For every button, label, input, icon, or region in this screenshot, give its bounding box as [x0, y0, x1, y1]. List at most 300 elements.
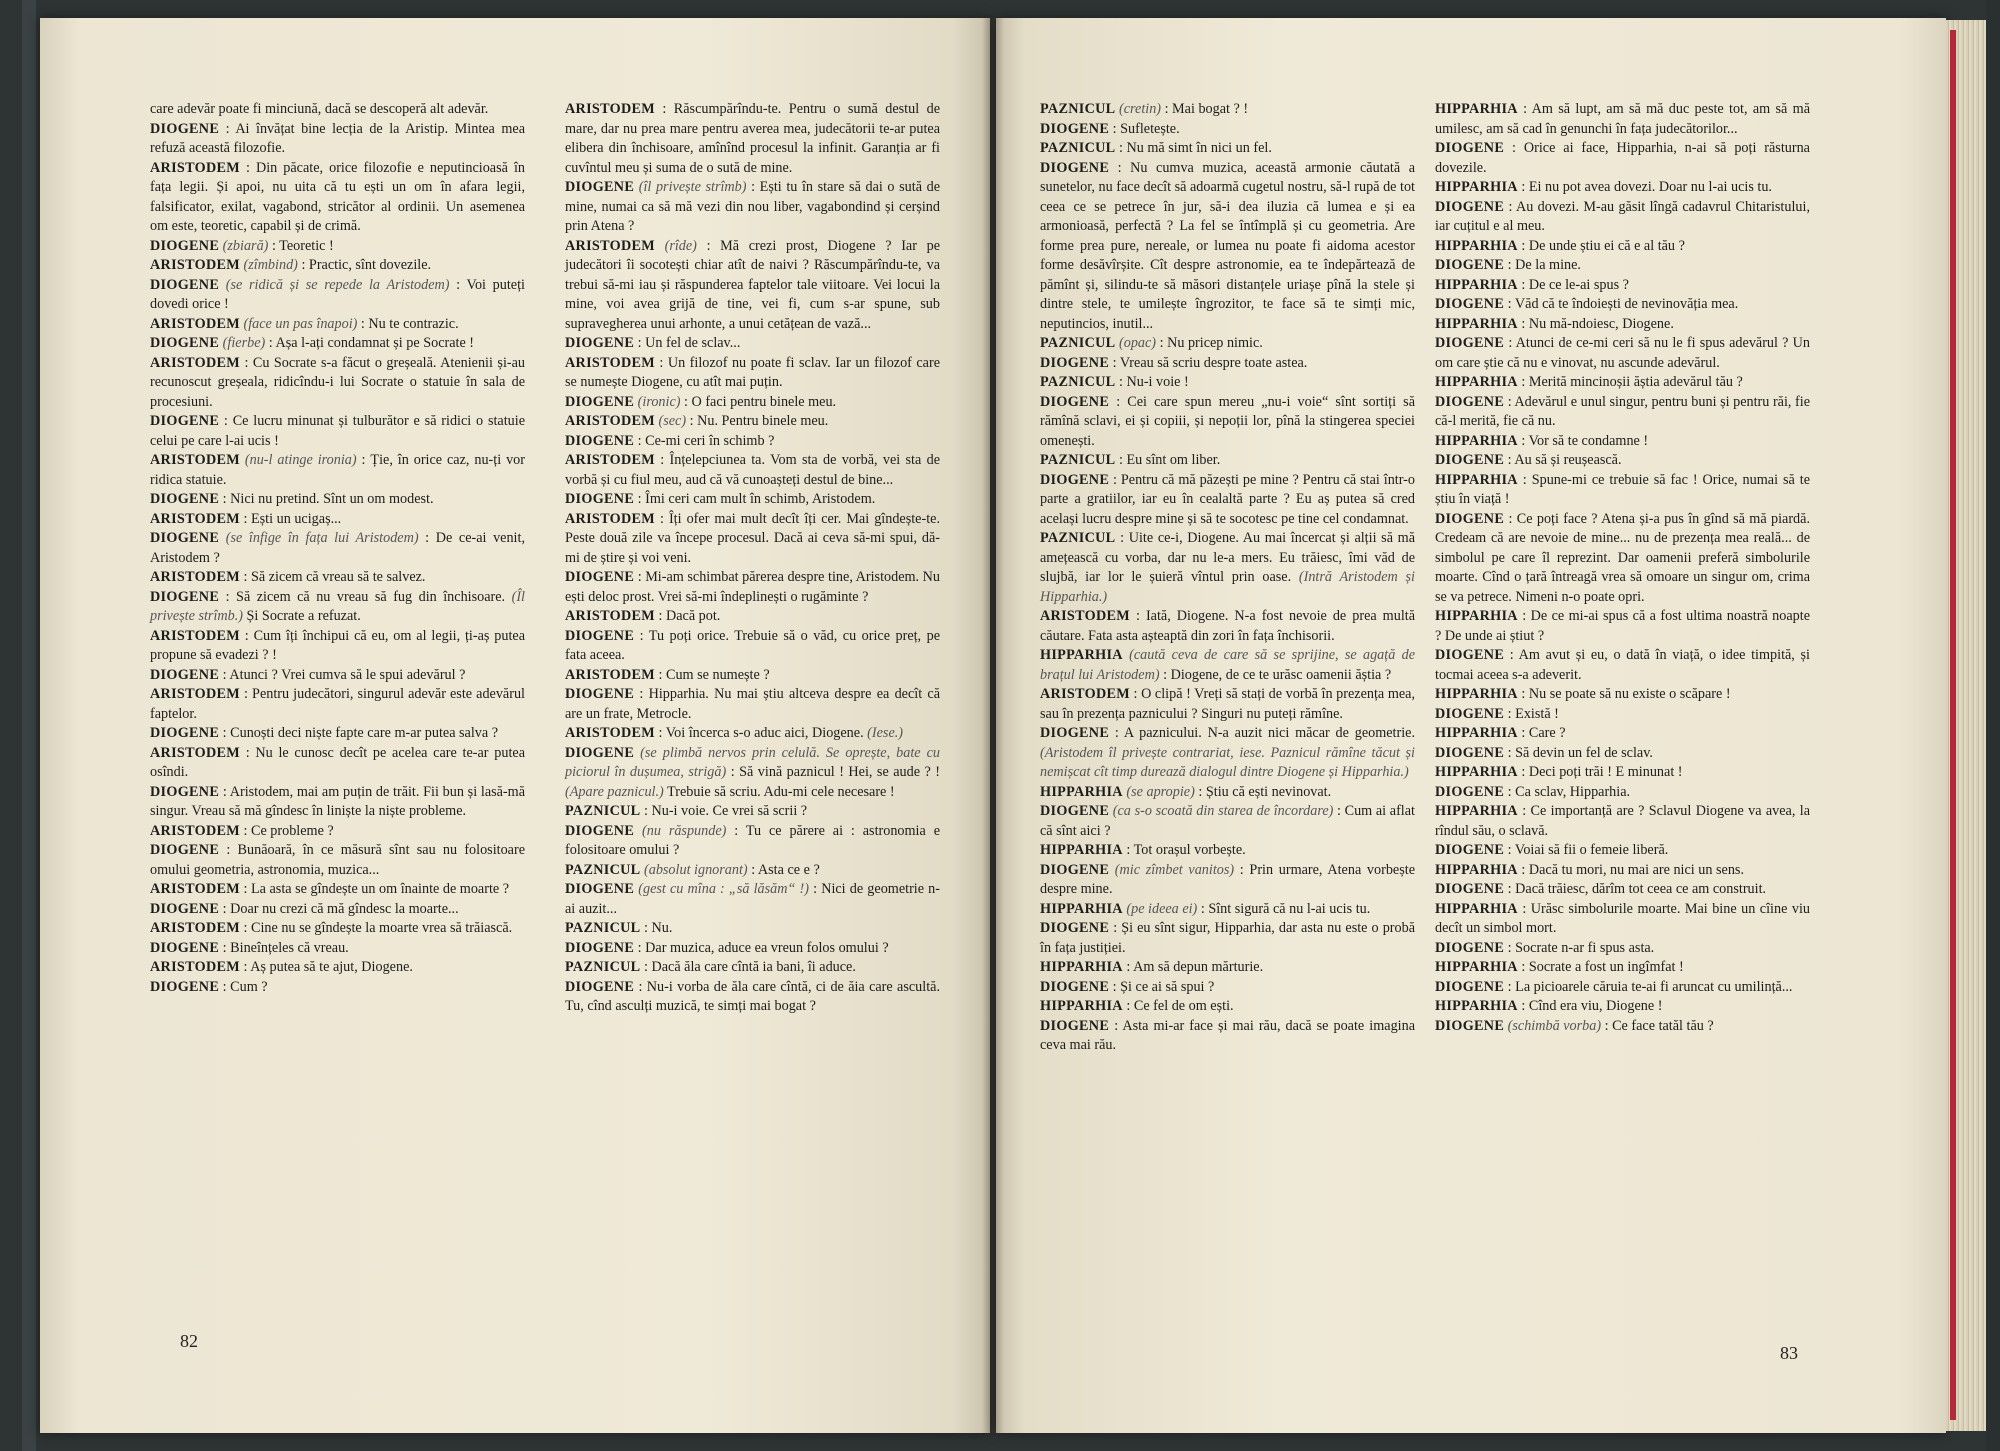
speaker-name: ARISTODEM: [150, 510, 240, 527]
dialogue-line: [1435, 276, 1810, 296]
dialogue-line: [1040, 724, 1415, 783]
dialogue-line: [1435, 256, 1810, 276]
dialogue-text: : Nu te contrazic.: [357, 315, 459, 332]
speaker-name: HIPPARHIA: [1435, 315, 1518, 332]
dialogue-text: : Nici nu pretind. Sînt un om modest.: [219, 491, 434, 507]
speaker-name: PAZNICUL: [1040, 335, 1116, 351]
dialogue-text: : Bineînțeles că vreau.: [219, 939, 349, 956]
speaker-name: HIPPARHIA: [1435, 900, 1518, 917]
speaker-name: DIOGENE: [565, 627, 635, 644]
dialogue-line: [150, 568, 525, 588]
dialogue-line: [150, 958, 525, 978]
stage-direction: (rîde): [654, 237, 697, 254]
dialogue-line: [1040, 529, 1415, 607]
dialogue-line: [565, 237, 940, 335]
dialogue-line: [1040, 334, 1415, 354]
dialogue-text: : Nici de geometrie n-ai auzit...: [565, 881, 940, 917]
dialogue-text: : Și ce ai să spui ?: [1109, 978, 1215, 995]
dialogue-text: : Bunăoară, în ce măsură sînt sau nu folositoare omului geometria, astronomia, muzica...: [150, 842, 525, 878]
dialogue-text: : Hipparhia. Nu mai știu altceva despre ea decît că are un frate, Metrocle.: [565, 686, 940, 722]
dialogue-line: [1040, 646, 1415, 685]
speaker-name: DIOGENE: [1040, 393, 1110, 410]
page-number-left: 82: [180, 1331, 198, 1351]
dialogue-line: [150, 276, 525, 315]
dialogue-line: [150, 334, 525, 354]
dialogue-line: [1435, 237, 1810, 257]
dialogue-line: [1435, 880, 1810, 900]
speaker-name: ARISTODEM: [1040, 608, 1130, 624]
dialogue-text: : Eu sînt om liber.: [1115, 452, 1221, 468]
dialogue-line: [150, 880, 525, 900]
speaker-name: DIOGENE: [150, 413, 220, 429]
speaker-name: HIPPARHIA: [1435, 179, 1518, 195]
dialogue-text: : Ești tu în stare să dai o sută de mine, numai ca să mă vezi din nou liber, vagabondind și cerșind prin Atena ?: [565, 179, 940, 234]
book-cover-edge: [1986, 0, 2000, 1451]
stage-direction: (cretin): [1115, 101, 1162, 117]
dialogue-text: care adevăr poate fi minciună, dacă se descoperă alt adevăr.: [150, 101, 489, 117]
speaker-name: DIOGENE: [150, 978, 220, 995]
dialogue-text: : Teoretic !: [268, 237, 334, 254]
speaker-name: DIOGENE: [1040, 725, 1110, 741]
dialogue-text: : Cum ai aflat că sînt aici ?: [1040, 803, 1415, 839]
dialogue-text: : Îmi ceri cam mult în schimb, Aristodem.: [634, 491, 876, 507]
speaker-name: ARISTODEM: [150, 881, 240, 897]
stage-direction: (îl privește strîmb): [634, 179, 747, 195]
dialogue-line: [1040, 997, 1415, 1017]
dialogue-line: [565, 880, 940, 919]
dialogue-text: : La picioarele căruia te-ai fi aruncat cu umilință...: [1504, 978, 1793, 995]
dialogue-text: : Ești un ucigaș...: [239, 510, 342, 527]
speaker-name: DIOGENE: [1435, 296, 1505, 312]
dialogue-line: [1040, 354, 1415, 374]
dialogue-text: : Socrate n-ar fi spus asta.: [1504, 939, 1655, 956]
dialogue-line: [565, 802, 940, 822]
dialogue-line: [150, 685, 525, 724]
speaker-name: PAZNICUL: [1040, 530, 1116, 546]
speaker-name: ARISTODEM: [1040, 686, 1130, 702]
speaker-name: DIOGENE: [1040, 803, 1110, 819]
dialogue-line: [1435, 997, 1810, 1017]
dialogue-line: [1435, 451, 1810, 471]
dialogue-text: : Din păcate, orice filozofie e neputincioasă în fața legii. Și apoi, nu uita că tu ești un om în afara legii, falsificator, exilat, vagabond, stricător al ordinii. Un asemenea om este, teoretic, capabil și de crimă.: [150, 159, 525, 234]
speaker-name: ARISTODEM: [150, 354, 240, 371]
dialogue-text: : Spune-mi ce trebuie să fac ! Orice, numai să te știu în viață !: [1435, 471, 1810, 507]
speaker-name: DIOGENE: [1435, 140, 1505, 156]
speaker-name: DIOGENE: [1435, 647, 1505, 663]
speaker-name: ARISTODEM: [565, 452, 655, 468]
speaker-name: DIOGENE: [1435, 939, 1505, 956]
speaker-name: DIOGENE: [1040, 861, 1110, 878]
dialogue-text: : Adevărul e unul singur, pentru buni și pentru răi, fie că-l merită, fie că nu.: [1435, 393, 1810, 429]
dialogue-line: [150, 588, 525, 627]
speaker-name: DIOGENE: [150, 120, 220, 137]
speaker-name: DIOGENE: [565, 686, 635, 702]
dialogue-line: [150, 490, 525, 510]
dialogue-text: : O clipă ! Vreți să stați de vorbă în prezența mea, sau în prezența paznicului ? Singuri nu puteți rămîne.: [1040, 686, 1415, 722]
dialogue-text: : Dacă trăiesc, dărîm tot ceea ce am construit.: [1504, 881, 1767, 897]
dialogue-line: [150, 939, 525, 959]
speaker-name: DIOGENE: [1435, 393, 1505, 410]
speaker-name: DIOGENE: [1040, 1017, 1110, 1034]
dialogue-text: : Ce-mi ceri în schimb ?: [634, 432, 775, 449]
dialogue-line: [565, 334, 940, 354]
dialogue-line: [1040, 100, 1415, 120]
speaker-name: PAZNICUL: [565, 959, 641, 975]
speaker-name: DIOGENE: [150, 237, 220, 254]
dialogue-line: [1435, 939, 1810, 959]
dialogue-line: [565, 432, 940, 452]
dialogue-text: : O faci pentru binele meu.: [680, 393, 837, 410]
speaker-name: ARISTODEM: [150, 159, 240, 176]
dialogue-line: [1040, 393, 1415, 452]
speaker-name: ARISTODEM: [150, 959, 240, 975]
dialogue-text: : Cu Socrate s-a făcut o greșeală. Atenienii și-au recunoscut greșeala, ridicîndu-i lui Socrate o statuie în sala de procesiuni.: [150, 354, 525, 410]
dialogue-text: : Aș putea să te ajut, Diogene.: [239, 959, 413, 975]
speaker-name: DIOGENE: [150, 900, 220, 917]
dialogue-text: : Înțelepciunea ta. Vom sta de vorbă, vei sta de vorbă și cu fiul meu, aud că vă cunoașteți destul de bine...: [565, 452, 940, 488]
dialogue-line: [565, 861, 940, 881]
speaker-name: ARISTODEM: [565, 101, 655, 117]
dialogue-line: [1435, 958, 1810, 978]
dialogue-text: : La asta se gîndește un om înainte de moarte ?: [239, 881, 510, 897]
dialogue-line: [1435, 334, 1810, 373]
dialogue-line: [1435, 471, 1810, 510]
dialogue-line: [565, 354, 940, 393]
dialogue-text: : Mi-am schimbat părerea despre tine, Aristodem. Nu ești deloc prost. Vrei să-mi îndeplinești o rugăminte ?: [565, 569, 940, 605]
stage-direction: (Apare paznicul.): [565, 783, 664, 800]
dialogue-line: [1435, 139, 1810, 178]
speaker-name: DIOGENE: [1435, 257, 1505, 273]
dialogue-text: : De ce mi-ai spus că a fost ultima noastră noapte ? De unde ai știut ?: [1435, 608, 1810, 644]
dialogue-line: [565, 724, 940, 744]
speaker-name: PAZNICUL: [1040, 374, 1116, 390]
speaker-name: HIPPARHIA: [1040, 900, 1123, 917]
speaker-name: DIOGENE: [150, 588, 220, 605]
dialogue-line: [1040, 120, 1415, 140]
speaker-name: DIOGENE: [1040, 471, 1110, 488]
speaker-name: ARISTODEM: [565, 510, 655, 527]
dialogue-text: : Nu-i voie !: [1115, 374, 1189, 390]
dialogue-line: [1435, 198, 1810, 237]
dialogue-text: : Vreau să scriu despre toate astea.: [1109, 354, 1308, 371]
dialogue-line: [1435, 685, 1810, 705]
speaker-name: HIPPARHIA: [1435, 959, 1518, 975]
dialogue-text: : Nu cumva muzica, această armonie căutată a sunetelor, nu face decît să adoarmă cugetul nostru, să-l rupă de tot ceea ce se petrece în jur, să-i dea iluzia că lumea e și ea armonioasă, perfectă ? La fel se întîmplă și cu geometria. Are forme prea pure, nereale, or lumea nu poate fi aidoma acestor forme desăvîrșite. Cît despre astronomie, ea te îndepărtează de pămînt și, silindu-te să măsori distanțele uriașe pînă la stele și dintre stele, te umilește îngrozitor, te face să te simți mic, neputincios, inutil...: [1040, 159, 1415, 332]
dialogue-line: [1435, 432, 1810, 452]
speaker-name: DIOGENE: [565, 393, 635, 410]
speaker-name: DIOGENE: [565, 335, 635, 351]
dialogue-line: [150, 978, 525, 998]
stage-direction: (nu răspunde): [634, 822, 727, 839]
dialogue-text: : Atunci ? Vrei cumva să le spui adevărul ?: [219, 666, 466, 683]
speaker-name: HIPPARHIA: [1435, 432, 1518, 449]
speaker-name: ARISTODEM: [565, 608, 655, 624]
speaker-name: HIPPARHIA: [1435, 608, 1518, 624]
speaker-name: DIOGENE: [1040, 978, 1110, 995]
dialogue-text: : Nu mă-ndoiesc, Diogene.: [1517, 315, 1674, 332]
dialogue-line: [150, 237, 525, 257]
speaker-name: HIPPARHIA: [1040, 647, 1123, 663]
dialogue-line: [565, 978, 940, 1017]
speaker-name: ARISTODEM: [565, 725, 655, 741]
dialogue-text: : Am să lupt, am să mă duc peste tot, am să mă umilesc, am să cad în genunchi în fața judecătorilor...: [1435, 101, 1810, 137]
speaker-name: DIOGENE: [150, 939, 220, 956]
dialogue-text: : Cine nu se gîndește la moarte vrea să trăiască.: [239, 920, 513, 936]
dialogue-line: [150, 451, 525, 490]
bookmark-ribbon: [1950, 30, 1956, 1420]
dialogue-text: : Există !: [1504, 705, 1559, 722]
speaker-name: DIOGENE: [565, 939, 635, 956]
dialogue-text: : Am să depun mărturie.: [1122, 959, 1264, 975]
speaker-name: DIOGENE: [565, 978, 635, 995]
dialogue-line: [1040, 373, 1415, 393]
speaker-name: DIOGENE: [150, 335, 220, 351]
dialogue-line: [150, 354, 525, 413]
dialogue-text: : Dacă pot.: [654, 608, 721, 624]
dialogue-text: : Nu. Pentru binele meu.: [686, 413, 829, 429]
dialogue-text: : Pentru că mă păzești pe mine ? Pentru că stai într-o parte a gratiilor, iar eu în cealaltă parte ? Eu aș putea să cred același lucru despre mine și să te socotesc pe tine cel condamnat.: [1040, 471, 1415, 527]
dialogue-text: : Răscumpărîndu-te. Pentru o sumă destul de mare, dar nu prea mare pentru averea mea, judecătorii te-ar putea elibera din închisoare, amînînd procesul la infinit. Garanția ar fi cuvîntul meu și suma de o sută de mine.: [565, 101, 940, 176]
stage-direction: (Aristodem îl privește contrariat, iese. Paznicul rămîne tăcut și nemișcat cît timp durează dialogul dintre Diogene și Hipparhia.): [1040, 744, 1415, 780]
speaker-name: PAZNICUL: [565, 803, 641, 819]
dialogue-line: [565, 412, 940, 432]
speaker-name: ARISTODEM: [150, 452, 240, 468]
speaker-name: ARISTODEM: [150, 315, 240, 332]
stage-direction: (Iese.): [867, 725, 904, 741]
dialogue-line: [1435, 724, 1810, 744]
dialogue-text: : Au să și reușească.: [1504, 452, 1622, 468]
stage-direction: (zbiară): [219, 237, 269, 254]
dialogue-text: : Văd că te îndoiești de nevinovăția mea.: [1504, 296, 1739, 312]
dialogue-text: : Voi încerca s-o aduc aici, Diogene.: [654, 725, 868, 741]
stage-direction: (ca s-o scoată din starea de încordare): [1109, 803, 1334, 819]
dialogue-text: : A paznicului. N-a auzit nici măcar de geometrie.: [1109, 725, 1415, 741]
dialogue-line: [150, 510, 525, 530]
dialogue-line: [565, 393, 940, 413]
stage-direction: (sec): [654, 413, 687, 429]
dialogue-text: : Cei care spun mereu „nu-i voie“ sînt sortiți să rămînă sclavi, ei și copiii, și nepoții lor, pînă la stingerea speciei omenești.: [1040, 393, 1415, 449]
dialogue-line: [1040, 841, 1415, 861]
speaker-name: DIOGENE: [150, 530, 220, 546]
dialogue-line: [1435, 178, 1810, 198]
dialogue-text: : Iată, Diogene. N-a fost nevoie de prea multă căutare. Fata asta așteaptă din zori în fața închisorii.: [1040, 608, 1415, 644]
dialogue-text: : Tot orașul vorbește.: [1122, 842, 1246, 858]
speaker-name: DIOGENE: [565, 744, 635, 761]
dialogue-text: : Ce poți face ? Atena și-a pus în gînd să mă piardă. Credeam că are nevoie de mine... nu de prezența mea reală... de simbolul pe care îl reprezint. Dar oamenii preferă simbolurile moarte. Cînd o țară întreagă vrea să omoare un singur om, crima se va petrece. Nimeni n-o poate opri.: [1435, 510, 1810, 605]
dialogue-line: [565, 568, 940, 607]
dialogue-text: : Prin urmare, Atena vorbește despre mine.: [1040, 861, 1415, 897]
dialogue-text: : Tu poți orice. Trebuie să o văd, cu orice preț, pe fata aceea.: [565, 627, 940, 663]
dialogue-line: [1040, 685, 1415, 724]
stage-direction: (pe ideea ei): [1122, 900, 1198, 917]
dialogue-line: [1435, 841, 1810, 861]
speaker-name: HIPPARHIA: [1040, 783, 1123, 800]
dialogue-text: : Practic, sînt dovezile.: [297, 257, 432, 273]
dialogue-text: : Cunoști deci niște fapte care m-ar putea salva ?: [219, 725, 499, 741]
speaker-name: HIPPARHIA: [1435, 471, 1518, 488]
dialogue-line: [1040, 607, 1415, 646]
dialogue-line: [1435, 802, 1810, 841]
dialogue-line: [565, 451, 940, 490]
dialogue-line: [1040, 451, 1415, 471]
dialogue-line: [150, 159, 525, 237]
stage-direction: (caută ceva de care să se sprijine, se agață de brațul lui Aristodem): [1040, 647, 1415, 683]
dialogue-line: [1435, 978, 1810, 998]
dialogue-line: [150, 666, 525, 686]
dialogue-line: [1040, 802, 1415, 841]
speaker-name: DIOGENE: [150, 725, 220, 741]
stage-direction: (gest cu mîna : „să lăsăm“ !): [634, 881, 809, 897]
dialogue-text: : Un fel de sclav...: [634, 335, 741, 351]
speaker-name: DIOGENE: [1040, 920, 1110, 936]
dialogue-text: : Cum ?: [219, 978, 268, 995]
stage-direction: (face un pas înapoi): [239, 315, 358, 332]
dialogue-line: [150, 529, 525, 568]
dialogue-text: : Orice ai face, Hipparhia, n-ai să poți răsturna dovezile.: [1435, 140, 1810, 176]
dialogue-line: [1435, 900, 1810, 939]
speaker-name: ARISTODEM: [150, 822, 240, 839]
dialogue-line: [150, 744, 525, 783]
dialogue-line: [1040, 1017, 1415, 1056]
dialogue-text: : Cum îți închipui că eu, om al legii, ți-aș putea propune să evadezi ? !: [150, 627, 525, 663]
dialogue-text: : Mai bogat ? !: [1161, 101, 1249, 117]
dialogue-line: [1040, 783, 1415, 803]
dialogue-text: : Aristodem, mai am puțin de trăit. Fii bun și lasă-mă singur. Vreau să mă gîndesc în liniște la niște probleme.: [150, 783, 525, 819]
speaker-name: DIOGENE: [1040, 159, 1110, 176]
stage-direction: (mic zîmbet vanitos): [1109, 861, 1235, 878]
text-column-2: [565, 100, 940, 1017]
dialogue-text: : De unde știu ei că e al tău ?: [1517, 237, 1685, 254]
stage-direction: (schimbă vorba): [1504, 1017, 1602, 1034]
dialogue-line: [565, 939, 940, 959]
dialogue-line: [565, 607, 940, 627]
speaker-name: PAZNICUL: [1040, 101, 1116, 117]
text-column-4: [1435, 100, 1810, 1036]
dialogue-text: : Sufletește.: [1109, 120, 1180, 137]
dialogue-line: [150, 412, 525, 451]
speaker-name: PAZNICUL: [565, 920, 641, 936]
dialogue-text: : Diogene, de ce te urăsc oamenii ăștia ?: [1159, 666, 1392, 683]
dialogue-text: : Cînd era viu, Diogene !: [1517, 998, 1663, 1014]
dialogue-text: : Ce probleme ?: [239, 822, 334, 839]
stage-direction: (zîmbind): [239, 257, 298, 273]
dialogue-line: [1435, 510, 1810, 608]
speaker-name: HIPPARHIA: [1435, 764, 1518, 780]
dialogue-line: [1435, 783, 1810, 803]
dialogue-line: [565, 627, 940, 666]
dialogue-text: : Deci poți trăi ! E minunat !: [1517, 764, 1683, 780]
dialogue-text: : Să zicem că vreau să te salvez.: [239, 569, 426, 585]
dialogue-text: : Să vină paznicul ! Hei, se aude ? !: [726, 764, 940, 780]
speaker-name: DIOGENE: [1435, 881, 1505, 897]
dialogue-text: Și Socrate a refuzat.: [243, 608, 361, 624]
dialogue-line: [1435, 100, 1810, 139]
stage-direction: (nu-l atinge ironia): [239, 452, 357, 468]
dialogue-text: : Ce importanță are ? Sclavul Diogene va avea, la rîndul său, o sclavă.: [1435, 803, 1810, 839]
dialogue-line: [150, 822, 525, 842]
speaker-name: ARISTODEM: [150, 627, 240, 644]
dialogue-line: [1040, 159, 1415, 335]
speaker-name: HIPPARHIA: [1435, 374, 1518, 390]
speaker-name: PAZNICUL: [565, 861, 641, 878]
dialogue-line: [150, 919, 525, 939]
dialogue-line: [150, 627, 525, 666]
stage-direction: (se înfige în fața lui Aristodem): [219, 530, 419, 546]
dialogue-line: [1435, 763, 1810, 783]
dialogue-text: : Tu ce părere ai : astronomia e folositoare omului ?: [565, 822, 940, 858]
speaker-name: HIPPARHIA: [1435, 686, 1518, 702]
speaker-name: DIOGENE: [565, 179, 635, 195]
speaker-name: DIOGENE: [150, 491, 220, 507]
speaker-name: DIOGENE: [1435, 1017, 1505, 1034]
stage-direction: (se plimbă nervos prin celulă. Se oprește, bate cu piciorul în dușumea, strigă): [565, 744, 940, 780]
speaker-name: HIPPARHIA: [1435, 237, 1518, 254]
dialogue-text: : Nu se poate să nu existe o scăpare !: [1517, 686, 1731, 702]
speaker-name: DIOGENE: [1435, 783, 1505, 800]
dialogue-text: : Ei nu pot avea dovezi. Doar nu l-ai ucis tu.: [1517, 179, 1772, 195]
dialogue-text: : Ca sclav, Hipparhia.: [1504, 783, 1631, 800]
dialogue-line: [565, 666, 940, 686]
dialogue-line: [1435, 705, 1810, 725]
dialogue-line: [565, 919, 940, 939]
dialogue-line: [565, 822, 940, 861]
speaker-name: DIOGENE: [565, 569, 635, 585]
speaker-name: HIPPARHIA: [1040, 842, 1123, 858]
speaker-name: PAZNICUL: [1040, 140, 1116, 156]
page-number-right: 83: [1780, 1343, 1798, 1363]
dialogue-line: [565, 958, 940, 978]
dialogue-text: : Voiai să fii o femeie liberă.: [1504, 842, 1669, 858]
dialogue-text: : Urăsc simbolurile moarte. Mai bine un cîine viu decît un simbol mort.: [1435, 900, 1810, 936]
speaker-name: HIPPARHIA: [1435, 803, 1518, 819]
dialogue-text: : Asta ce e ?: [747, 861, 820, 878]
speaker-name: DIOGENE: [1435, 842, 1505, 858]
dialogue-text: : Ție, în orice caz, nu-ți vor ridica statuie.: [150, 452, 525, 488]
dialogue-text: : Au dovezi. M-au găsit lîngă cadavrul Chitaristului, iar cuțitul e al meu.: [1435, 198, 1810, 234]
dialogue-line: [1435, 295, 1810, 315]
speaker-name: DIOGENE: [1040, 354, 1110, 371]
dialogue-line: [150, 256, 525, 276]
speaker-name: DIOGENE: [565, 881, 635, 897]
dialogue-line: [565, 178, 940, 237]
speaker-name: HIPPARHIA: [1435, 101, 1518, 117]
dialogue-text: : Nu mă simt în nici un fel.: [1115, 140, 1272, 156]
dialogue-text: : Atunci de ce-mi ceri să nu le fi spus adevărul ? Un om care știe că nu e vinovat, nu ascunde adevărul.: [1435, 335, 1810, 371]
stage-direction: (fierbe): [219, 335, 266, 351]
speaker-name: ARISTODEM: [150, 686, 240, 702]
dialogue-line: [1435, 607, 1810, 646]
dialogue-text: Trebuie să scriu. Adu-mi cele necesare !: [663, 783, 895, 800]
dialogue-text: : Îți ofer mai mult decît îți cer. Mai gîndește-te. Peste două zile va începe procesul. Dacă ai ceva să-mi spui, dă-mi de știre și voi veni.: [565, 510, 940, 566]
dialogue-line: [150, 841, 525, 880]
dialogue-line: [565, 744, 940, 803]
dialogue-text: : Nu pricep nimic.: [1156, 335, 1263, 351]
speaker-name: DIOGENE: [1435, 198, 1505, 215]
dialogue-text: : Nu-i vorba de ăla care cîntă, ci de ăia care ascultă. Tu, cînd asculți muzică, te simți mai bogat ?: [565, 978, 940, 1014]
speaker-name: DIOGENE: [565, 432, 635, 449]
dialogue-line: [1040, 958, 1415, 978]
speaker-name: ARISTODEM: [150, 569, 240, 585]
stage-direction: (ironic): [634, 393, 681, 410]
dialogue-text: : Asta mi-ar face și mai rău, dacă se poate imagina ceva mai rău.: [1040, 1017, 1415, 1053]
speaker-name: ARISTODEM: [565, 413, 655, 429]
speaker-name: DIOGENE: [150, 783, 220, 800]
speaker-name: DIOGENE: [565, 491, 635, 507]
dialogue-line: [1435, 393, 1810, 432]
speaker-name: DIOGENE: [150, 666, 220, 683]
dialogue-text: : Dacă ăla care cîntă ia bani, îi aduce.: [640, 959, 856, 975]
speaker-name: ARISTODEM: [150, 257, 240, 273]
